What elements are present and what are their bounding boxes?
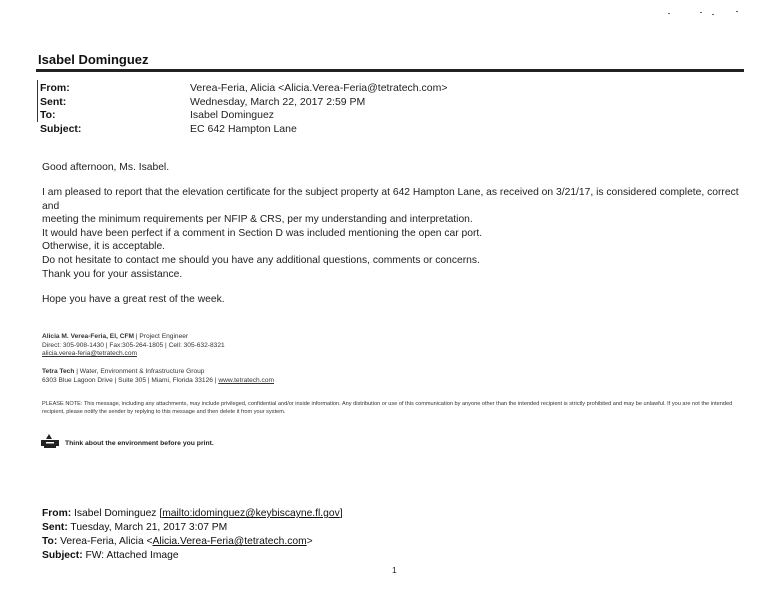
body-line: Otherwise, it is acceptable. xyxy=(42,241,166,252)
signature-phones: Direct: 305-908-1430 | Fax:305-264-1805 | Cell: 305-632-8321 xyxy=(42,341,225,349)
body-line: Do not hesitate to contact me should you have any additional questions, comments or concerns. xyxy=(42,255,480,266)
forwarded-from-name: Isabel Dominguez [ xyxy=(71,508,163,519)
closing-line: Hope you have a great rest of the week. xyxy=(42,294,225,305)
body-line: It would have been perfect if a comment in Section D was included mentioning the open car port. xyxy=(42,227,483,239)
company-group: | Water, Environment & Infrastructure Group xyxy=(74,368,205,375)
forwarded-from-bracket: ] xyxy=(339,508,343,519)
signature-role: | Project Engineer xyxy=(133,333,189,340)
forwarded-to-name: Verea-Feria, Alicia < xyxy=(57,536,153,547)
forwarded-from-mailto-link[interactable]: mailto:idominguez@keybiscayne.fl.gov xyxy=(162,508,340,519)
from-label: From: xyxy=(40,82,70,94)
forwarded-to-email-link[interactable]: Alicia.Verea-Feria@tetratech.com xyxy=(152,536,307,547)
forwarded-to-label: To: xyxy=(42,536,58,547)
owner-divider xyxy=(36,69,744,72)
company-block xyxy=(42,368,274,385)
body-paragraph-2 xyxy=(42,254,752,281)
sent-value: Wednesday, March 22, 2017 2:59 PM xyxy=(190,96,366,108)
environment-text: Think about the environment before you print. xyxy=(65,439,214,447)
company-website-link[interactable]: www.tetratech.com xyxy=(218,376,275,384)
forwarded-sent-line xyxy=(42,522,227,533)
company-name: Tetra Tech xyxy=(42,368,75,375)
subject-label: Subject: xyxy=(40,123,82,135)
to-label: To: xyxy=(40,109,56,121)
environment-notice xyxy=(40,434,214,452)
mailbox-owner-name: Isabel Dominguez xyxy=(38,52,149,67)
forwarded-to-line xyxy=(42,536,313,547)
forwarded-from-label: From: xyxy=(42,508,72,519)
sent-label: Sent: xyxy=(40,96,67,108)
signature-email-link[interactable]: alicia.verea-feria@tetratech.com xyxy=(42,350,138,358)
signature-block xyxy=(42,333,225,359)
to-value: Isabel Dominguez xyxy=(190,109,275,121)
from-value: Verea-Feria, Alicia <Alicia.Verea-Feria@tetratech.com> xyxy=(190,82,448,94)
body-line: Thank you for your assistance. xyxy=(42,268,183,280)
print-environment-icon xyxy=(40,433,60,454)
company-address: 6303 Blue Lagoon Drive | Suite 305 | Miami, Florida 33126 | xyxy=(42,376,219,384)
scan-speck xyxy=(700,12,702,13)
confidentiality-notice: PLEASE NOTE: This message, including any attachments, may include privileged, confidential and/or inside information. Any distribution or use of this communication by anyone other than the intended recipient is strictly prohibited and may be unlawful. If you are not the intended recipient, please notify the sender by replying to this message and then delete it from your system. xyxy=(42,401,733,415)
forwarded-subject-label: Subject: xyxy=(42,550,83,561)
greeting: Good afternoon, Ms. Isabel. xyxy=(42,162,170,173)
forwarded-subject-line xyxy=(42,550,179,561)
forwarded-to-bracket: > xyxy=(306,536,313,547)
body-line: I am pleased to report that the elevation certificate for the subject property at 642 Hampton Lane, as received on 3/21/17, is considered complete, correct and xyxy=(42,187,739,212)
scan-speck xyxy=(668,13,670,14)
forwarded-sent-label: Sent: xyxy=(42,522,68,533)
body-paragraph-1 xyxy=(42,186,752,254)
page-number: 1 xyxy=(392,565,397,575)
signature-name: Alicia M. Verea-Feria, EI, CFM xyxy=(42,333,134,340)
body-line: meeting the minimum requirements per NFIP & CRS, per my understanding and interpretation. xyxy=(42,214,473,225)
forwarded-subject-value: FW: Attached Image xyxy=(82,550,179,561)
subject-value: EC 642 Hampton Lane xyxy=(190,123,297,135)
forwarded-from-line xyxy=(42,508,343,519)
scan-speck xyxy=(736,11,738,12)
scan-speck xyxy=(712,14,714,15)
forwarded-sent-value: Tuesday, March 21, 2017 3:07 PM xyxy=(67,522,228,533)
